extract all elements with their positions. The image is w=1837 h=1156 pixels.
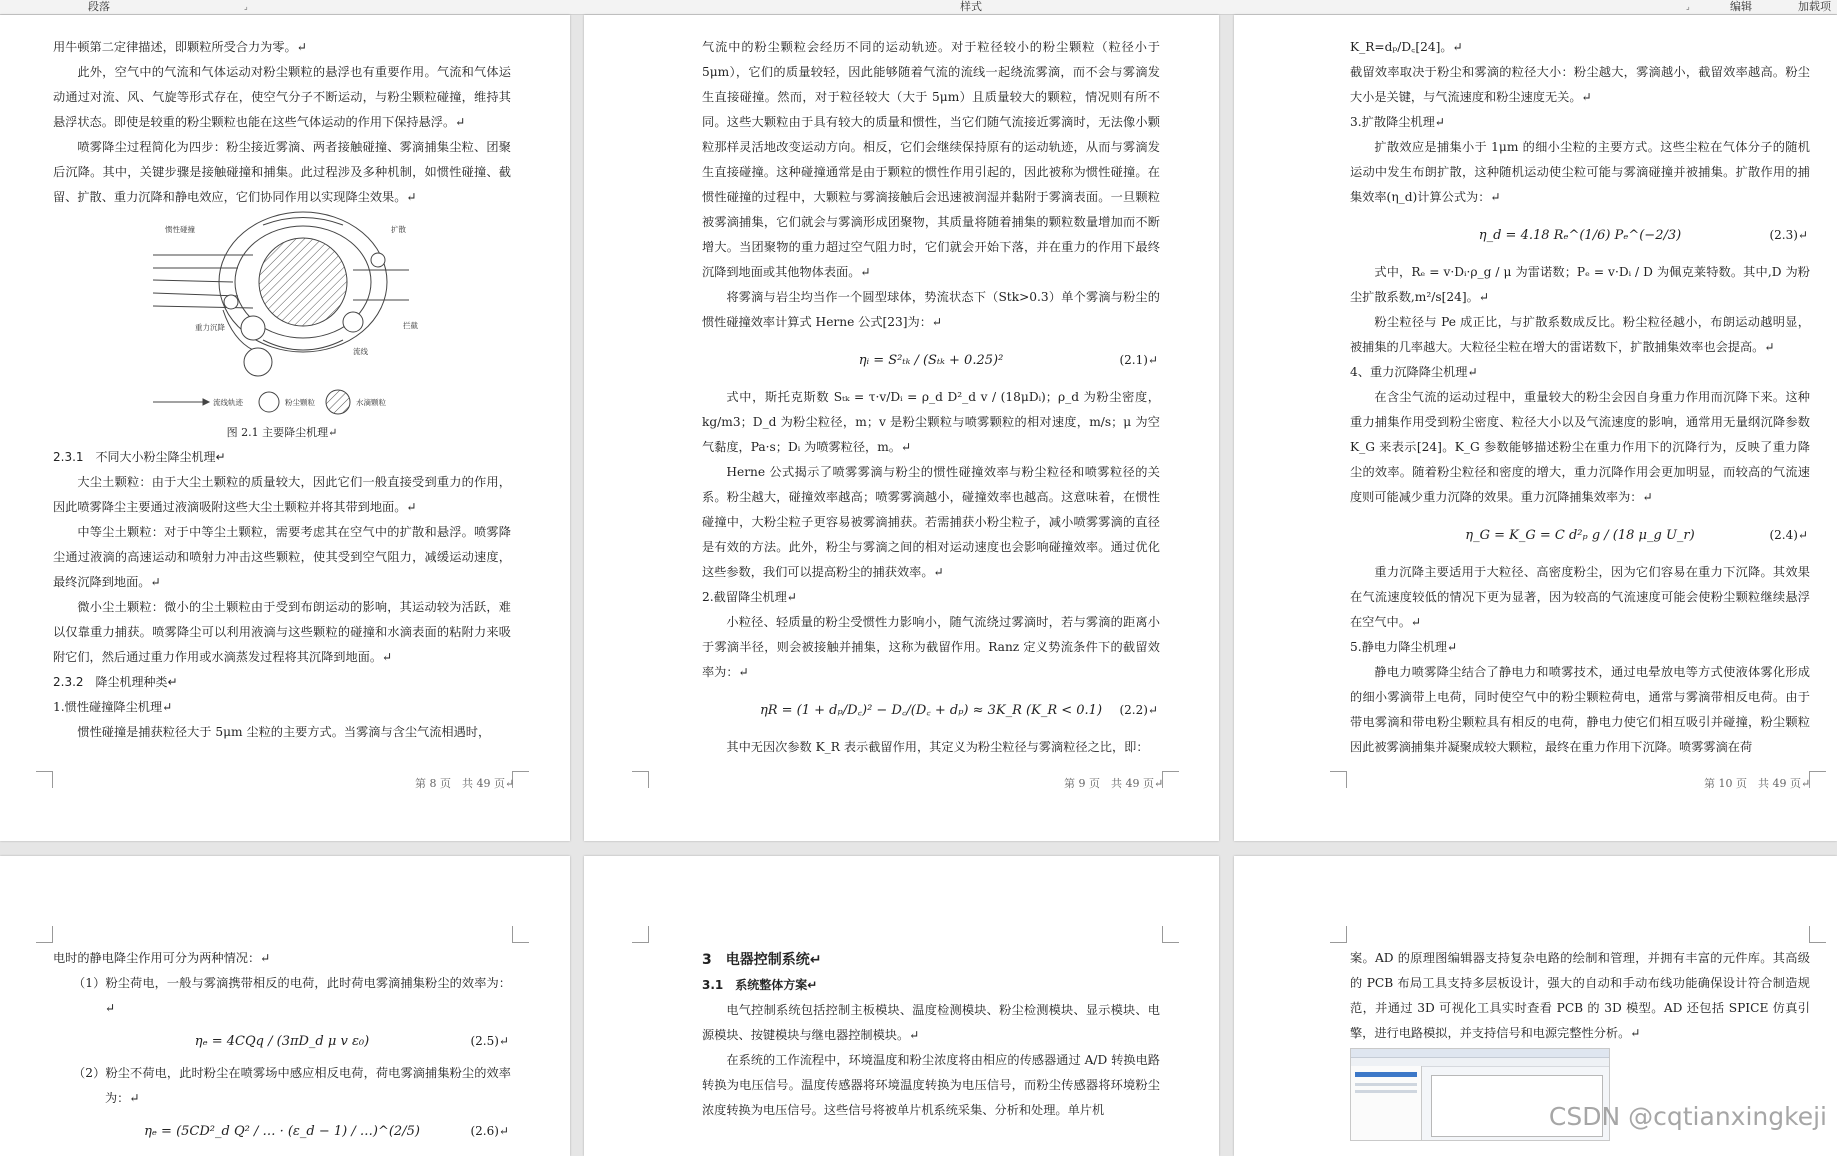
- paragraph: 气流中的粉尘颗粒会经历不同的运动轨迹。对于粒径较小的粉尘颗粒（粒径小于5μm），它们的质量较轻，因此能够随着气流的流线一起绕流雾滴，而不会与雾滴发生直接碰撞。然而，对于粒径较大（大于 5μm）且质量较大的颗粒，情况则有所不同。这些大颗粒由于具有较大的质量和惯性，当它们随气流接近雾滴时，无法像小颗粒那样灵活地改变运动方向。相反，它们会继续保持原有的运动轨迹，从而与雾滴发生直接碰撞。这种碰撞通常是由于颗粒的惯性作用引起的，因此被称为惯性碰撞。在惯性碰撞的过程中，大颗粒与雾滴接触后会迅速被润湿并黏附于雾滴表面。一旦颗粒被雾滴捕集，它们就会与雾滴形成团聚物，其质量将随着捕集的颗粒数量增加而不断增大。当团聚物的重力超过空气阻力时，它们就会开始下落，并在重力的作用下最终沉降到地面或其他物体表面。↵: [702, 40, 1160, 279]
- screenshot-panel: [1351, 1066, 1422, 1140]
- page-13-body: [1350, 946, 1810, 1046]
- screenshot-titlebar: [1351, 1049, 1609, 1058]
- screenshot-row: [1355, 1083, 1417, 1086]
- paragraph: 惯性碰撞是捕获粒径大于 5μm 尘粒的主要方式。当雾滴与含尘气流相遇时，: [77, 725, 491, 739]
- page-number: 第 10 页 共 49 页↵: [1704, 777, 1811, 790]
- paragraph: 其中无因次参数 K_R 表示截留作用，其定义为粉尘粒径与雾滴粒径之比，即：: [726, 740, 1149, 754]
- page-number: 第 9 页 共 49 页↵: [1064, 777, 1164, 790]
- crop-mark: [1162, 771, 1179, 788]
- paragraph: 式中，Rₑ = v·Dᵢ·ρ_g / μ 为雷诺数；Pₑ = v·Dᵢ / D 为佩克莱特数。其中,D 为粉尘扩散系数,m²/s[24]。↵: [1350, 265, 1810, 304]
- paragraph: 扩散效应是捕集小于 1μm 的细小尘粒的主要方式。这些尘粒在气体分子的随机运动中发生布朗扩散，这种随机运动使尘粒可能与雾滴碰撞并被捕集。扩散作用的捕集效率(η_d)计算公式为：↵: [1350, 140, 1810, 204]
- list-item: （2）粉尘不荷电，此时粉尘在喷雾场中感应相反电荷，荷电雾滴捕集粉尘的效率为：↵: [73, 1066, 511, 1105]
- paragraph: 电气控制系统包括控制主板模块、温度检测模块、粉尘检测模块、显示模块、电源模块、按键模块与继电器控制模块。↵: [702, 1003, 1160, 1042]
- paragraph: Herne 公式揭示了喷雾雾滴与粉尘的惯性碰撞效率与粉尘粒径和喷雾粒径的关系。粉尘越大，碰撞效率越高；喷雾雾滴越小，碰撞效率也越高。这意味着，在惯性碰撞中，大粉尘粒子更容易被雾滴捕获。若需捕获小粉尘粒子，减小喷雾雾滴的直径是有效的方法。此外，粉尘与雾滴之间的相对运动速度也会影响碰撞效率。通过优化这些参数，我们可以提高粉尘的捕获效率。↵: [702, 465, 1160, 579]
- label-diffusion: 扩散: [391, 225, 406, 234]
- crop-mark: [36, 926, 53, 943]
- page-9-body: [702, 35, 1160, 760]
- watermark: CSDN @cqtianxingkeji: [1548, 1102, 1827, 1131]
- page-12: [584, 856, 1219, 1156]
- subsection-heading: 3.扩散降尘机理↵: [1350, 115, 1445, 129]
- label-streamline: 流线: [353, 347, 368, 356]
- list-item: （1）粉尘荷电，一般与雾滴携带相反的电荷，此时荷电雾滴捕集粉尘的效率为：↵: [73, 976, 511, 1015]
- crop-mark: [632, 771, 649, 788]
- ribbon-bar: [0, 0, 1837, 15]
- equation-2-1: ηᵢ = S²ₜₖ / (Sₜₖ + 0.25)² (2.1)↵: [702, 335, 1160, 385]
- screenshot-selected-item: [1355, 1072, 1417, 1077]
- ribbon-group-editing[interactable]: 编辑: [1730, 0, 1752, 13]
- paragraph: 喷雾降尘过程简化为四步：粉尘接近雾滴、两者接触碰撞、雾滴捕集尘粒、团聚后沉降。其中，关键步骤是接触碰撞和捕集。此过程涉及多种机制，如惯性碰撞、截留、扩散、重力沉降和静电效应，它们协同作用以实现降尘效果。↵: [53, 140, 511, 204]
- equation-number: (2.5)↵: [470, 1033, 509, 1048]
- crop-mark: [36, 771, 53, 788]
- crop-mark: [1809, 926, 1826, 943]
- ribbon-group-addins[interactable]: 加载项: [1798, 0, 1831, 13]
- equation-number: (2.4)↵: [1769, 527, 1808, 542]
- paragraph: 在系统的工作流程中，环境温度和粉尘浓度将由相应的传感器通过 A/D 转换电路转换为电压信号。温度传感器将环境温度转换为电压信号，而粉尘传感器将环境粉尘浓度转换为电压信号。这些信号将被单片机系统采集、分析和处理。单片机: [702, 1053, 1160, 1117]
- paragraph: 大尘土颗粒：由于大尘土颗粒的质量较大，因此它们一般直接受到重力的作用，因此喷雾降尘主要通过液滴吸附这些大尘土颗粒并将其带到地面。↵: [53, 475, 511, 514]
- figure-caption: 图 2.1 主要降尘机理↵: [226, 426, 338, 439]
- equation-2-4: η_G = K_G = C d²ₚ g / (18 μ_g U_r) (2.4)↵: [1350, 510, 1810, 560]
- page-9: [584, 15, 1219, 841]
- screenshot-row: [1355, 1090, 1417, 1093]
- page-number: 第 8 页 共 49 页↵: [415, 777, 515, 790]
- page-12-body: [702, 948, 1160, 1123]
- page-10: [1234, 15, 1837, 841]
- legend-dust: 粉尘颗粒: [285, 398, 315, 407]
- paragraph: 截留效率取决于粉尘和雾滴的粒径大小：粉尘越大，雾滴越小，截留效率越高。粉尘大小是关键，与气流速度和粉尘速度无关。↵: [1350, 65, 1810, 104]
- ribbon-group-styles[interactable]: 样式: [960, 0, 982, 13]
- paragraph: 微小尘土颗粒：微小的尘土颗粒由于受到布朗运动的影响，其运动较为活跃，难以仅靠重力捕获。喷雾降尘可以利用液滴与这些颗粒的碰撞和水滴表面的粘附力来吸附它们，然后通过重力作用或水滴蒸发过程将其沉降到地面。↵: [53, 600, 511, 664]
- crop-mark: [512, 926, 529, 943]
- page-8: [0, 15, 570, 841]
- paragraph: 案。AD 的原理图编辑器支持复杂电路的绘制和管理，并拥有丰富的元件库。其高级的 PCB 布局工具支持多层板设计，强大的自动和手动布线功能确保设计符合制造规范，并通过 3D 可视化工具实时查看 PCB 的 3D 模型。AD 还包括 SPICE 仿真引擎，进行电路模拟，并支持信号和电源完整性分析。↵: [1350, 951, 1810, 1040]
- equation-number: (2.2)↵: [1119, 702, 1158, 717]
- subsection-heading: 5.静电力降尘机理↵: [1350, 640, 1458, 654]
- equation-2-3: η_d = 4.18 Rₑ^(1/6) Pₑ^(−2/3) (2.3)↵: [1350, 210, 1810, 260]
- paragraph: 粉尘粒径与 Pe 成正比，与扩散系数成反比。粉尘粒径越小，布朗运动越明显，被捕集的几率越大。大粒径尘粒在增大的雷诺数下，扩散捕集效率也会提高。↵: [1350, 315, 1810, 354]
- equation-number: (2.6)↵: [470, 1123, 509, 1138]
- equation-number: (2.1)↵: [1119, 352, 1158, 367]
- section-heading: 2.3.1 不同大小粉尘降尘机理↵: [53, 450, 226, 464]
- page-11-body: [53, 946, 511, 1151]
- paragraph: 式中，斯托克斯数 Sₜₖ = τ·v/Dᵢ = ρ_d D²_d v / (18μDᵢ)；ρ_d 为粉尘密度，kg/m3；D_d 为粉尘粒径，m；v 是粉尘颗粒与喷雾颗粒的相对速度，m/s；μ 为空气黏度，Pa·s；Dᵢ 为喷雾粒径，m。↵: [702, 390, 1160, 454]
- styles-launcher-icon[interactable]: ⌟: [1686, 2, 1690, 11]
- section-heading: 2.3.2 降尘机理种类↵: [53, 675, 178, 689]
- mechanism-diagram: [53, 210, 511, 420]
- subsection-heading: 4、重力沉降降尘机理↵: [1350, 365, 1478, 379]
- paragraph: 中等尘土颗粒：对于中等尘土颗粒，需要考虑其在空气中的扩散和悬浮。喷雾降尘通过液滴的高速运动和喷射力冲击这些颗粒，使其受到空气阻力，减缓运动速度，最终沉降到地面。↵: [53, 525, 511, 589]
- figure-dust-mechanism: [53, 210, 511, 420]
- paragraph: 将雾滴与岩尘均当作一个圆型球体，势流状态下（Stk>0.3）单个雾滴与粉尘的惯性碰撞效率计算式 Herne 公式[23]为：↵: [702, 290, 1160, 329]
- page-10-body: [1350, 35, 1810, 760]
- chapter-heading: 3 电器控制系统↵: [702, 952, 822, 968]
- equation-2-5: ηₑ = 4CQq / (3πD_d μ v ε₀) (2.5)↵: [53, 1021, 511, 1061]
- paragraph: 重力沉降主要适用于大粒径、高密度粉尘，因为它们容易在重力下沉降。其效果在气流速度较低的情况下更为显著，因为较高的气流速度可能会使粉尘颗粒继续悬浮在空气中。↵: [1350, 565, 1810, 629]
- crop-mark: [1809, 771, 1826, 788]
- page-8-body: [53, 35, 511, 745]
- paragraph: 静电力喷雾降尘结合了静电力和喷雾技术，通过电晕放电等方式使液体雾化形成的细小雾滴带上电荷，同时使空气中的粉尘颗粒荷电，通常与雾滴带相反电荷。由于带电雾滴和带电粉尘颗粒具有相反的电荷，静电力使它们相互吸引并碰撞，粉尘颗粒因此被雾滴捕集并凝聚成较大颗粒，最终在重力作用下沉降。喷雾雾滴在荷: [1350, 665, 1810, 754]
- paragraph: 在含尘气流的运动过程中，重量较大的粉尘会因自身重力作用而沉降下来。这种重力捕集作用受到粉尘密度、粒径大小以及气流速度的影响，通常用无量纲沉降参数 K_G 来表示[24]。K_G 参数能够描述粉尘在重力作用下的沉降行为，反映了重力降尘的效率。随着粉尘粒径和密度的增大，重力沉降作用会更加明显，而较高的气流速度则可能减少重力沉降的效果。重力沉降捕集效率为：↵: [1350, 390, 1810, 504]
- legend-drop: 水滴颗粒: [356, 398, 386, 407]
- crop-mark: [1162, 926, 1179, 943]
- paragraph: 此外，空气中的气流和气体运动对粉尘颗粒的悬浮也有重要作用。气流和气体运动通过对流、风、气旋等形式存在，使空气分子不断运动，与粉尘颗粒碰撞，维持其悬浮状态。即使是较重的粉尘颗粒也能在这些气体运动的作用下保持悬浮。↵: [53, 65, 511, 129]
- label-interception: 拦截: [403, 321, 418, 330]
- legend-streamline: 流线轨迹: [213, 398, 243, 407]
- equation-2-2: ηR = (1 + dₚ/D꜀)² − D꜀/(D꜀ + dₚ) ≈ 3K_R (K_R < 0.1) (2.2)↵: [702, 685, 1160, 735]
- equation-2-6: ηₑ = (5CD²_d Q² / … · (ε_d − 1) / …)^(2/5) (2.6)↵: [53, 1111, 511, 1151]
- crop-mark: [1330, 771, 1347, 788]
- label-inertia: 惯性碰撞: [165, 225, 195, 234]
- paragraph: 小粒径、轻质量的粉尘受惯性力影响小，随气流绕过雾滴时，若与雾滴的距离小于雾滴半径，则会被接触并捕集，这称为截留作用。Ranz 定义势流条件下的截留效率为：↵: [702, 615, 1160, 679]
- paragraph: K_R=dₚ/D꜀[24]。↵: [1350, 40, 1463, 54]
- crop-mark: [632, 926, 649, 943]
- page-11: [0, 856, 570, 1156]
- subsection-heading: 1.惯性碰撞降尘机理↵: [53, 700, 173, 714]
- paragraph: 用牛顿第二定律描述，即颗粒所受合力为零。↵: [53, 40, 307, 54]
- section-heading: 3.1 系统整体方案↵: [702, 978, 818, 992]
- subsection-heading: 2.截留降尘机理↵: [702, 590, 797, 604]
- label-gravity: 重力沉降: [195, 323, 225, 332]
- crop-mark: [512, 771, 529, 788]
- crop-mark: [1330, 926, 1347, 943]
- paragraph-launcher-icon[interactable]: ⌟: [244, 2, 248, 11]
- ribbon-group-paragraph[interactable]: 段落: [88, 0, 110, 13]
- paragraph: 电时的静电降尘作用可分为两种情况：↵: [53, 951, 271, 965]
- equation-number: (2.3)↵: [1769, 227, 1808, 242]
